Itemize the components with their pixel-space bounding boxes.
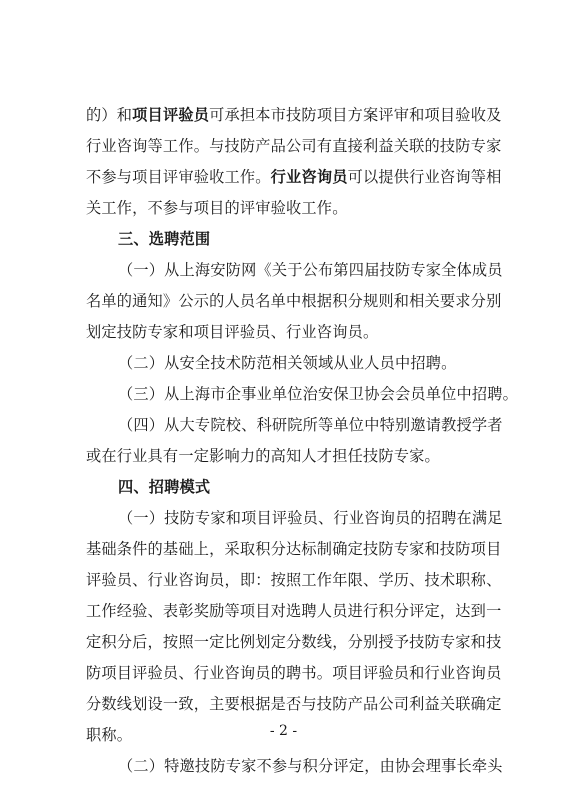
text-span: （二）从安全技术防范相关领域从业人员中招聘。 bbox=[118, 354, 457, 372]
paragraph-line bbox=[86, 193, 484, 224]
document-body bbox=[86, 100, 519, 782]
text-span: 防项目评验员、行业咨询员的聘书。项目评验员和行业咨询员 bbox=[86, 664, 502, 682]
text-span: 可承担本市技防项目方案评审和项目验收及 bbox=[209, 106, 502, 124]
paragraph-line bbox=[86, 751, 503, 782]
text-span: （三）从上海市企事业单位治安保卫协会会员单位中招聘。 bbox=[118, 385, 519, 403]
section-heading bbox=[86, 224, 484, 255]
text-span: （二）特邀技防专家不参与积分评定，由协会理事长牵头 bbox=[118, 757, 503, 775]
text-span: 的）和 bbox=[86, 106, 133, 124]
paragraph-line bbox=[86, 162, 502, 193]
text-span: 四、招聘模式 bbox=[118, 478, 211, 496]
text-span: 评验员、行业咨询员，即：按照工作年限、学历、技术职称、 bbox=[86, 571, 502, 589]
text-span: （一）从上海安防网《关于公布第四届技防专家全体成员 bbox=[118, 261, 503, 279]
text-span: 职称。 bbox=[86, 726, 133, 744]
text-span: 可以提供行业咨询等相 bbox=[347, 168, 502, 186]
text-span: 或在行业具有一定影响力的高知人才担任技防专家。 bbox=[86, 447, 440, 465]
paragraph-line bbox=[86, 534, 502, 565]
text-span: 行业咨询等工作。与技防产品公司有直接利益关联的技防专家 bbox=[86, 137, 502, 155]
paragraph-line bbox=[86, 131, 502, 162]
paragraph-line bbox=[86, 100, 502, 131]
paragraph-line bbox=[86, 410, 503, 441]
paragraph-line bbox=[86, 503, 503, 534]
paragraph-line bbox=[86, 689, 502, 720]
text-span: 三、选聘范围 bbox=[118, 230, 211, 248]
text-span: 划定技防专家和项目评验员、行业咨询员。 bbox=[86, 323, 379, 341]
paragraph-line bbox=[86, 379, 519, 410]
text-span: 不参与项目评审验收工作。 bbox=[86, 168, 271, 186]
paragraph-line bbox=[86, 317, 484, 348]
text-span: 分数线划设一致，主要根据是否与技防产品公司利益关联确定 bbox=[86, 695, 502, 713]
paragraph-line bbox=[86, 286, 502, 317]
text-span: 工作经验、表彰奖励等项目对选聘人员进行积分评定，达到一 bbox=[86, 602, 502, 620]
bold-term: 行业咨询员 bbox=[270, 168, 348, 186]
paragraph-line bbox=[86, 565, 502, 596]
paragraph-line bbox=[86, 255, 503, 286]
text-span: （一）技防专家和项目评验员、行业咨询员的招聘在满足 bbox=[118, 509, 503, 527]
page-number: - 2 - bbox=[269, 723, 298, 739]
text-span: 名单的通知》公示的人员名单中根据积分规则和相关要求分别 bbox=[86, 292, 502, 310]
paragraph-line bbox=[86, 441, 484, 472]
paragraph-line bbox=[86, 627, 502, 658]
bold-term: 项目评验员 bbox=[132, 106, 210, 124]
text-span: 基础条件的基础上，采取积分达标制确定技防专家和技防项目 bbox=[86, 540, 502, 558]
text-span: （四）从大专院校、科研院所等单位中特别邀请教授学者 bbox=[118, 416, 503, 434]
paragraph-line bbox=[86, 348, 484, 379]
text-span: 定积分后，按照一定比例划定分数线，分别授予技防专家和技 bbox=[86, 633, 502, 651]
paragraph-line bbox=[86, 658, 502, 689]
text-span: 关工作，不参与项目的评审验收工作。 bbox=[86, 199, 348, 217]
paragraph-line bbox=[86, 596, 502, 627]
section-heading bbox=[86, 472, 484, 503]
